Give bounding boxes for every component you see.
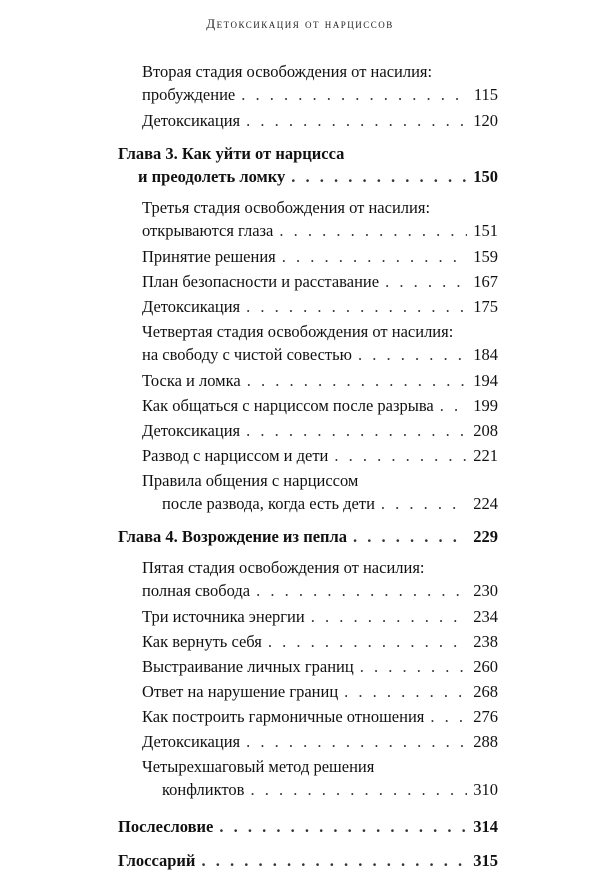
chapter-page-number: 229	[473, 527, 498, 546]
toc-entry-title: Развод с нарциссом и дети	[142, 446, 329, 465]
toc-entry-title: Детоксикация	[142, 421, 241, 440]
toc-afterword[interactable]	[118, 815, 498, 841]
toc-page-number: 194	[473, 371, 498, 390]
toc-page-number: 276	[473, 707, 498, 726]
chapter-page-number: 150	[473, 167, 498, 186]
toc-page-number: 167	[473, 272, 498, 291]
toc-entry[interactable]	[142, 655, 498, 678]
leader-dots	[246, 109, 467, 132]
toc-page-number: 224	[473, 494, 498, 513]
toc-entry-title: Тоска и ломка	[142, 371, 241, 390]
leader-dots	[381, 492, 467, 515]
leader-dots	[360, 655, 468, 678]
toc-page-number: 310	[473, 780, 498, 799]
leader-dots	[247, 369, 468, 392]
toc-entry-title: Детоксикация	[142, 732, 241, 751]
toc-entry[interactable]	[142, 320, 498, 366]
toc-entry[interactable]	[142, 60, 498, 106]
toc-entry-title-cont: открываются глаза	[142, 221, 274, 240]
toc-glossary[interactable]	[118, 849, 498, 875]
leader-dots	[358, 343, 467, 366]
leader-dots	[344, 680, 467, 703]
toc-page-number: 230	[473, 581, 498, 600]
toc-entry[interactable]	[142, 245, 498, 268]
toc-page-number: 115	[473, 85, 498, 104]
toc-page-number: 159	[473, 247, 498, 266]
toc-page-number: 199	[473, 396, 498, 415]
leader-dots	[279, 219, 467, 242]
toc-entry-title: Детоксикация	[142, 297, 241, 316]
leader-dots	[246, 419, 467, 442]
toc-entry[interactable]	[142, 270, 498, 293]
toc-entry[interactable]	[142, 630, 498, 653]
toc-page-number: 288	[473, 732, 498, 751]
toc-entry[interactable]	[142, 755, 498, 801]
toc-entry[interactable]	[142, 469, 498, 515]
leader-dots	[311, 605, 468, 628]
toc-entry-title: Три источника энергии	[142, 607, 305, 626]
leader-dots	[334, 444, 467, 467]
toc-entry-title-cont: на свободу с чистой совестью	[142, 345, 352, 364]
table-of-contents	[118, 60, 498, 875]
running-head: Детоксикация от нарциссов	[206, 16, 394, 31]
leader-dots	[385, 270, 467, 293]
toc-page-number: 268	[473, 682, 498, 701]
toc-entry-title-cont: после развода, когда есть дети	[162, 494, 375, 513]
toc-entry-title: Как построить гармоничные отношения	[142, 707, 425, 726]
toc-page-number: 120	[473, 111, 498, 130]
toc-entry-title: Четвертая стадия освобождения от насилия:	[142, 322, 454, 341]
toc-entry-title: Правила общения с нарциссом	[142, 471, 359, 490]
toc-entry-title: Вторая стадия освобождения от насилия:	[142, 62, 433, 81]
leader-dots	[353, 525, 467, 548]
toc-entry-title-cont: полная свобода	[142, 581, 251, 600]
afterword-page-number: 314	[473, 817, 498, 836]
toc-entry[interactable]	[142, 680, 498, 703]
toc-entry-title: Как вернуть себя	[142, 632, 262, 651]
toc-entry-title: Ответ на нарушение границ	[142, 682, 339, 701]
toc-entry[interactable]	[142, 109, 498, 132]
toc-entry-title: Пятая стадия освобождения от насилия:	[142, 558, 425, 577]
leader-dots	[241, 83, 468, 106]
glossary-title: Глоссарий	[118, 851, 196, 870]
toc-entry[interactable]	[142, 605, 498, 628]
toc-entry-title: Третья стадия освобождения от насилия:	[142, 198, 431, 217]
chapter-title: Глава 3. Как уйти от нарцисса	[118, 144, 345, 163]
leader-dots	[291, 165, 467, 188]
leader-dots	[430, 705, 467, 728]
toc-entry-title: Четырехшаговый метод решения	[142, 757, 375, 776]
toc-page-number: 238	[473, 632, 498, 651]
toc-page-number: 208	[473, 421, 498, 440]
leader-dots	[256, 579, 467, 602]
toc-entry[interactable]	[142, 419, 498, 442]
chapter-title-cont: и преодолеть ломку	[138, 167, 286, 186]
toc-entry[interactable]	[142, 369, 498, 392]
afterword-title: Послесловие	[118, 817, 214, 836]
toc-page-number: 151	[473, 221, 498, 240]
toc-entry-title: План безопасности и расставание	[142, 272, 380, 291]
chapter-title: Глава 4. Возрождение из пепла	[118, 527, 348, 546]
toc-entry[interactable]	[142, 444, 498, 467]
toc-entry-title: Выстраивание личных границ	[142, 657, 354, 676]
toc-chapter-3[interactable]	[118, 142, 498, 188]
leader-dots	[250, 778, 467, 801]
toc-entry-title: Как общаться с нарциссом после разрыва	[142, 396, 434, 415]
toc-page-number: 175	[473, 297, 498, 316]
toc-page-number: 234	[473, 607, 498, 626]
toc-entry[interactable]	[142, 705, 498, 728]
leader-dots	[219, 815, 467, 838]
toc-entry-title-cont: пробуждение	[142, 85, 236, 104]
leader-dots	[201, 849, 467, 872]
toc-entry-title: Принятие решения	[142, 247, 276, 266]
leader-dots	[282, 245, 467, 268]
leader-dots	[440, 394, 467, 417]
toc-entry[interactable]	[142, 295, 498, 318]
toc-page-number: 221	[473, 446, 498, 465]
glossary-page-number: 315	[473, 851, 498, 870]
leader-dots	[268, 630, 467, 653]
toc-entry-title: Детоксикация	[142, 111, 241, 130]
toc-entry-title-cont: конфликтов	[162, 780, 245, 799]
toc-entry[interactable]	[142, 394, 498, 417]
toc-entry[interactable]	[142, 196, 498, 242]
toc-page-number: 260	[473, 657, 498, 676]
toc-chapter-4[interactable]	[118, 525, 498, 548]
toc-entry[interactable]	[142, 556, 498, 602]
leader-dots	[246, 295, 467, 318]
toc-page-number: 184	[473, 345, 498, 364]
